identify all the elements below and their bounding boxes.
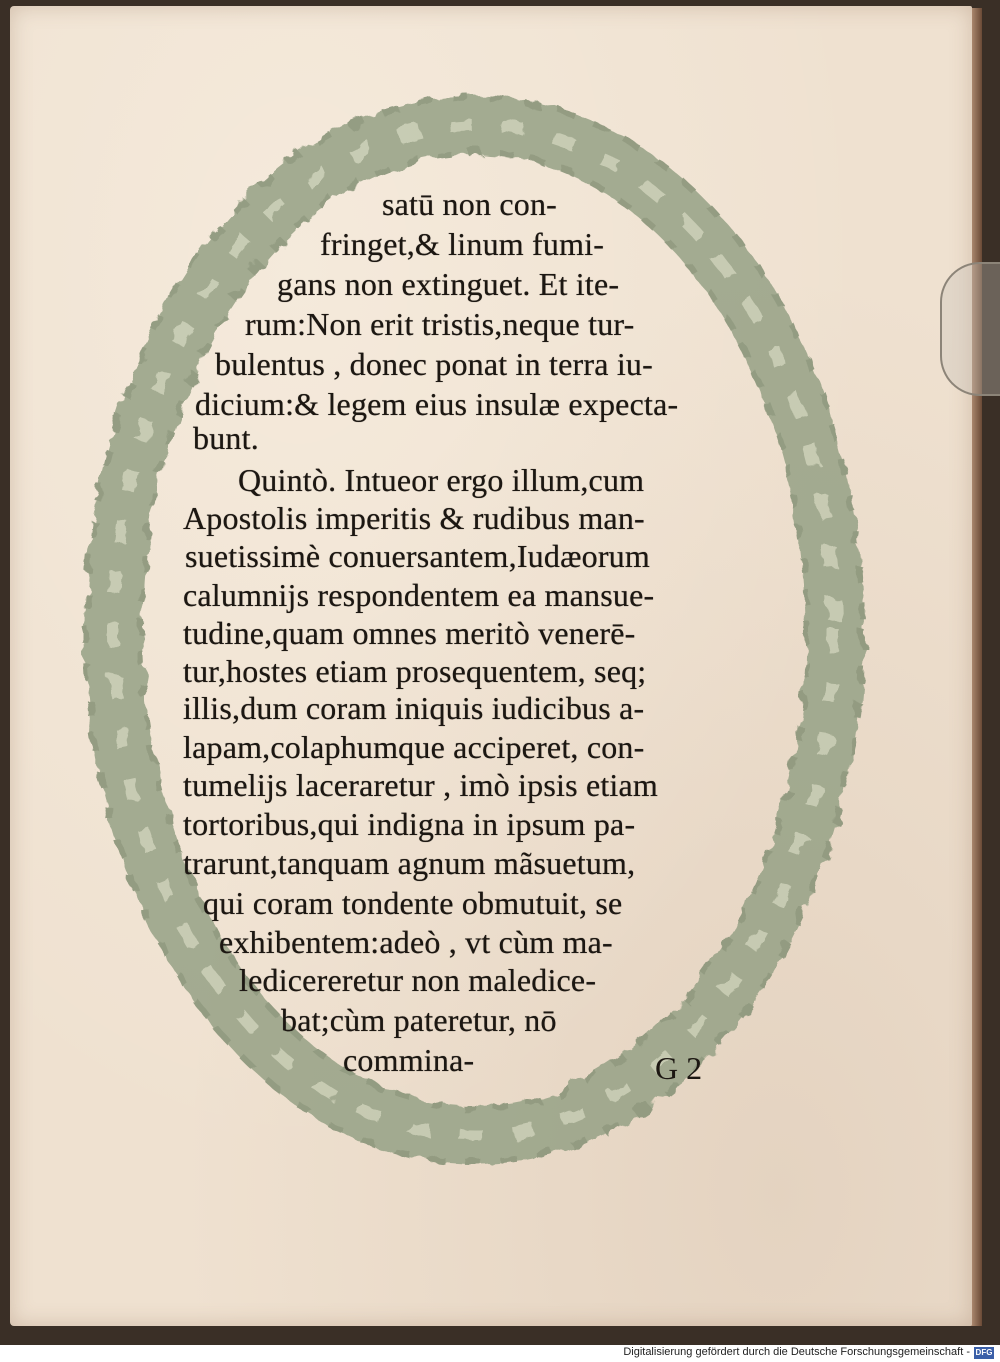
text-line: Apostolis imperitis & rudibus man- [183,500,645,536]
dfg-logo-icon: DFG [975,1348,993,1357]
text-line: tortoribus,qui indigna in ipsum pa- [183,806,636,842]
text-line: trarunt,tanquam agnum mãsuetum, [183,845,636,881]
text-line: lapam,colaphumque acciperet, con- [183,729,645,765]
text-line: bat;cùm pateretur, nō [281,1002,557,1038]
text-line: dicium:& legem eius insulæ expecta- [195,386,679,422]
footer-credit: Digitalisierung gefördert durch die Deutsche Forschungsgemeinschaft - [623,1346,970,1358]
text-line: fringet,& linum fumi- [320,226,605,262]
text-line: bulentus , donec ponat in terra iu- [215,346,653,382]
text-line: gans non extinguet. Et ite- [277,266,620,302]
text-line: qui coram tondente obmutuit, se [203,885,623,921]
text-line: ledicereretur non maledice- [239,962,597,998]
text-line: rum:Non erit tristis,neque tur- [245,306,635,342]
signature-mark: G 2 [655,1050,703,1086]
text-line: exhibentem:adeò , vt cùm ma- [219,924,613,960]
text-line: illis,dum coram iniquis iudicibus a- [183,690,645,726]
text-line: satū non con- [382,186,558,222]
text-line: tumelijs laceraretur , imò ipsis etiam [183,767,659,803]
text-line: suetissimè conuersantem,Iudæorum [185,538,650,574]
footer-bar [0,1345,1000,1362]
text-line: tur,hostes etiam prosequentem, seq; [183,653,647,689]
text-line: tudine,quam omnes meritò venerē- [183,615,636,651]
text-line: commina- [343,1042,475,1078]
text-line: bunt. [193,420,259,456]
text-line: Quintò. Intueor ergo illum,cum [238,462,645,498]
text-line: calumnijs respondentem ea mansue- [183,577,655,613]
